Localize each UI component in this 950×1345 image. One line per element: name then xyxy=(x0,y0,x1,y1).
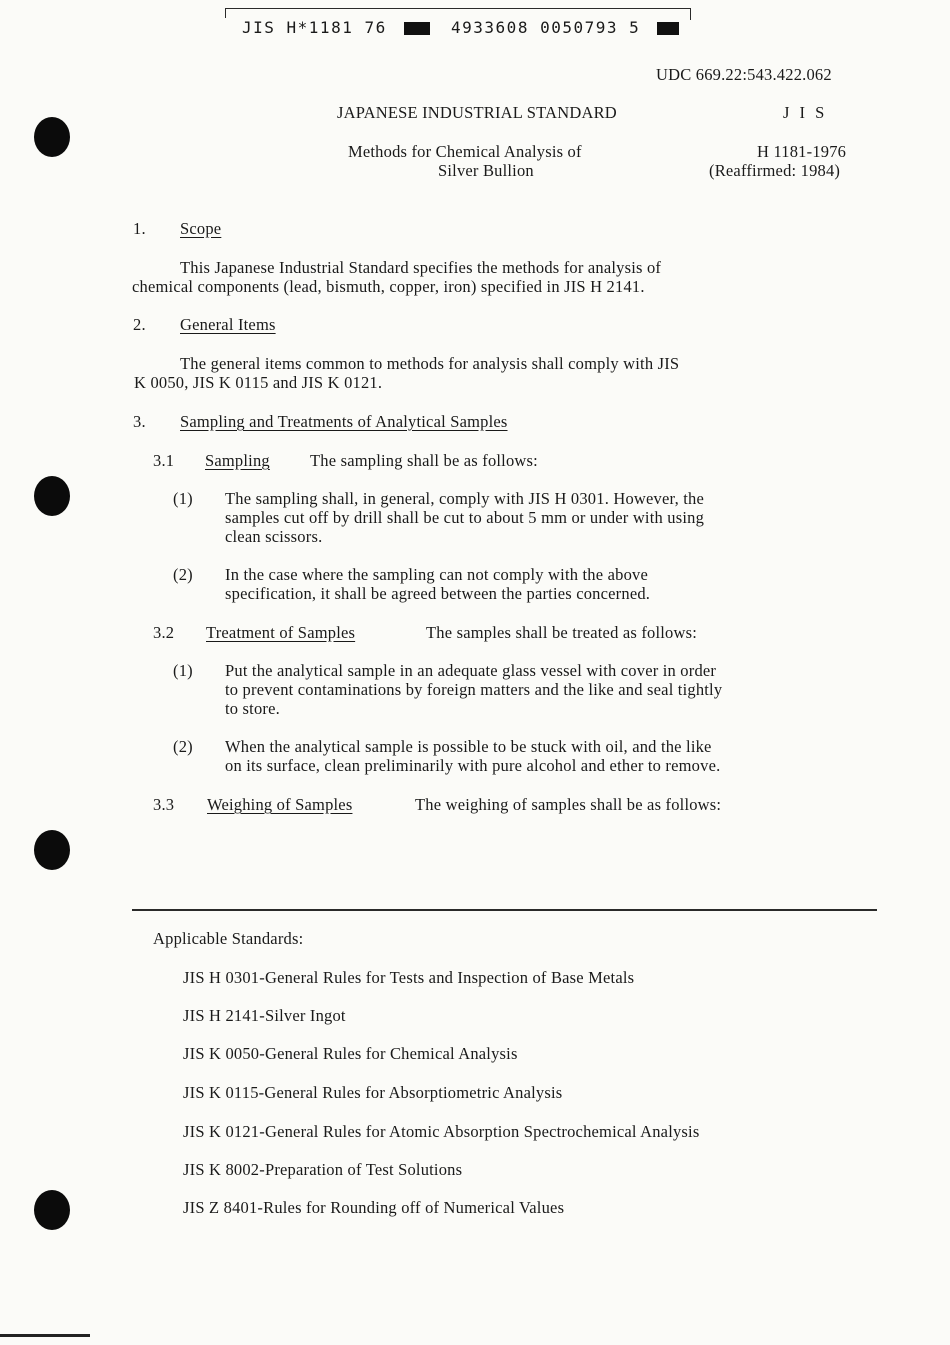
list-item-number: (2) xyxy=(173,565,193,584)
section-2-title: General Items xyxy=(180,315,276,334)
section-1-text: This Japanese Industrial Standard specifies the methods for analysis of xyxy=(180,258,662,277)
subsection-3-2-title: Treatment of Samples xyxy=(206,623,356,642)
redaction-block xyxy=(404,22,430,35)
list-item-number: (2) xyxy=(173,737,193,756)
applicable-standard-item: JIS K 0050-General Rules for Chemical Analysis xyxy=(183,1044,518,1063)
footnote-divider xyxy=(132,909,877,911)
code-prefix: JIS H*1181 76 xyxy=(242,18,387,37)
reaffirmed-note: (Reaffirmed: 1984) xyxy=(709,161,841,180)
applicable-standard-item: JIS Z 8401-Rules for Rounding off of Numerical Values xyxy=(183,1198,565,1217)
section-3-title: Sampling and Treatments of Analytical Samples xyxy=(180,412,508,431)
section-1-title: Scope xyxy=(180,219,222,238)
list-item-text: specification, it shall be agreed between the parties concerned. xyxy=(225,584,651,603)
scan-top-tick-right xyxy=(690,8,691,20)
document-code-line xyxy=(242,18,679,37)
subsection-3-2-lead: The samples shall be treated as follows: xyxy=(426,623,698,642)
code-suffix: 4933608 0050793 5 xyxy=(451,18,641,37)
applicable-standard-item: JIS K 0115-General Rules for Absorptiometric Analysis xyxy=(183,1083,563,1102)
list-item-text: The sampling shall, in general, comply with JIS H 0301. However, the xyxy=(225,489,704,508)
redaction-block-end xyxy=(657,22,679,35)
org-title: JAPANESE INDUSTRIAL STANDARD xyxy=(337,103,617,122)
punch-hole xyxy=(34,1190,70,1230)
applicable-standard-item: JIS H 2141-Silver Ingot xyxy=(183,1006,346,1025)
punch-hole xyxy=(34,476,70,516)
punch-hole xyxy=(34,830,70,870)
list-item-text: clean scissors. xyxy=(225,527,323,546)
section-1-number: 1. xyxy=(133,219,146,238)
applicable-standard-item: JIS K 0121-General Rules for Atomic Absorption Spectrochemical Analysis xyxy=(183,1122,700,1141)
section-2-text: The general items common to methods for analysis shall comply with JIS xyxy=(180,354,680,373)
subsection-3-1-number: 3.1 xyxy=(153,451,175,470)
list-item-text: to store. xyxy=(225,699,280,718)
applicable-standard-item: JIS H 0301-General Rules for Tests and Inspection of Base Metals xyxy=(183,968,635,987)
list-item-text: When the analytical sample is possible to be stuck with oil, and the like xyxy=(225,737,712,756)
subsection-3-3-number: 3.3 xyxy=(153,795,175,814)
applicable-standard-item: JIS K 8002-Preparation of Test Solutions xyxy=(183,1160,463,1179)
subsection-3-1-title: Sampling xyxy=(205,451,270,470)
punch-hole xyxy=(34,117,70,157)
doc-title-line-1: Methods for Chemical Analysis of xyxy=(348,142,582,161)
applicable-standards-heading: Applicable Standards: xyxy=(153,929,304,948)
list-item-number: (1) xyxy=(173,661,193,680)
list-item-number: (1) xyxy=(173,489,193,508)
subsection-3-3-title: Weighing of Samples xyxy=(207,795,353,814)
subsection-3-3-lead: The weighing of samples shall be as follows: xyxy=(415,795,722,814)
list-item-text: on its surface, clean preliminarily with pure alcohol and ether to remove. xyxy=(225,756,721,775)
section-2-text: K 0050, JIS K 0115 and JIS K 0121. xyxy=(134,373,383,392)
doc-title-line-2: Silver Bullion xyxy=(438,161,534,180)
subsection-3-1-lead: The sampling shall be as follows: xyxy=(310,451,538,470)
scan-top-rule xyxy=(225,8,691,9)
list-item-text: to prevent contaminations by foreign matters and the like and seal tightly xyxy=(225,680,723,699)
list-item-text: Put the analytical sample in an adequate glass vessel with cover in order xyxy=(225,661,717,680)
udc-code: UDC 669.22:543.422.062 xyxy=(656,65,832,84)
section-1-text: chemical components (lead, bismuth, copper, iron) specified in JIS H 2141. xyxy=(132,277,645,296)
scan-edge-mark xyxy=(0,1334,90,1337)
section-2-number: 2. xyxy=(133,315,146,334)
list-item-text: samples cut off by drill shall be cut to about 5 mm or under with using xyxy=(225,508,705,527)
jis-mark: J I S xyxy=(783,103,828,122)
section-3-number: 3. xyxy=(133,412,146,431)
list-item-text: In the case where the sampling can not comply with the above xyxy=(225,565,648,584)
scan-top-tick-left xyxy=(225,8,226,18)
subsection-3-2-number: 3.2 xyxy=(153,623,175,642)
std-number: H 1181-1976 xyxy=(757,142,847,161)
